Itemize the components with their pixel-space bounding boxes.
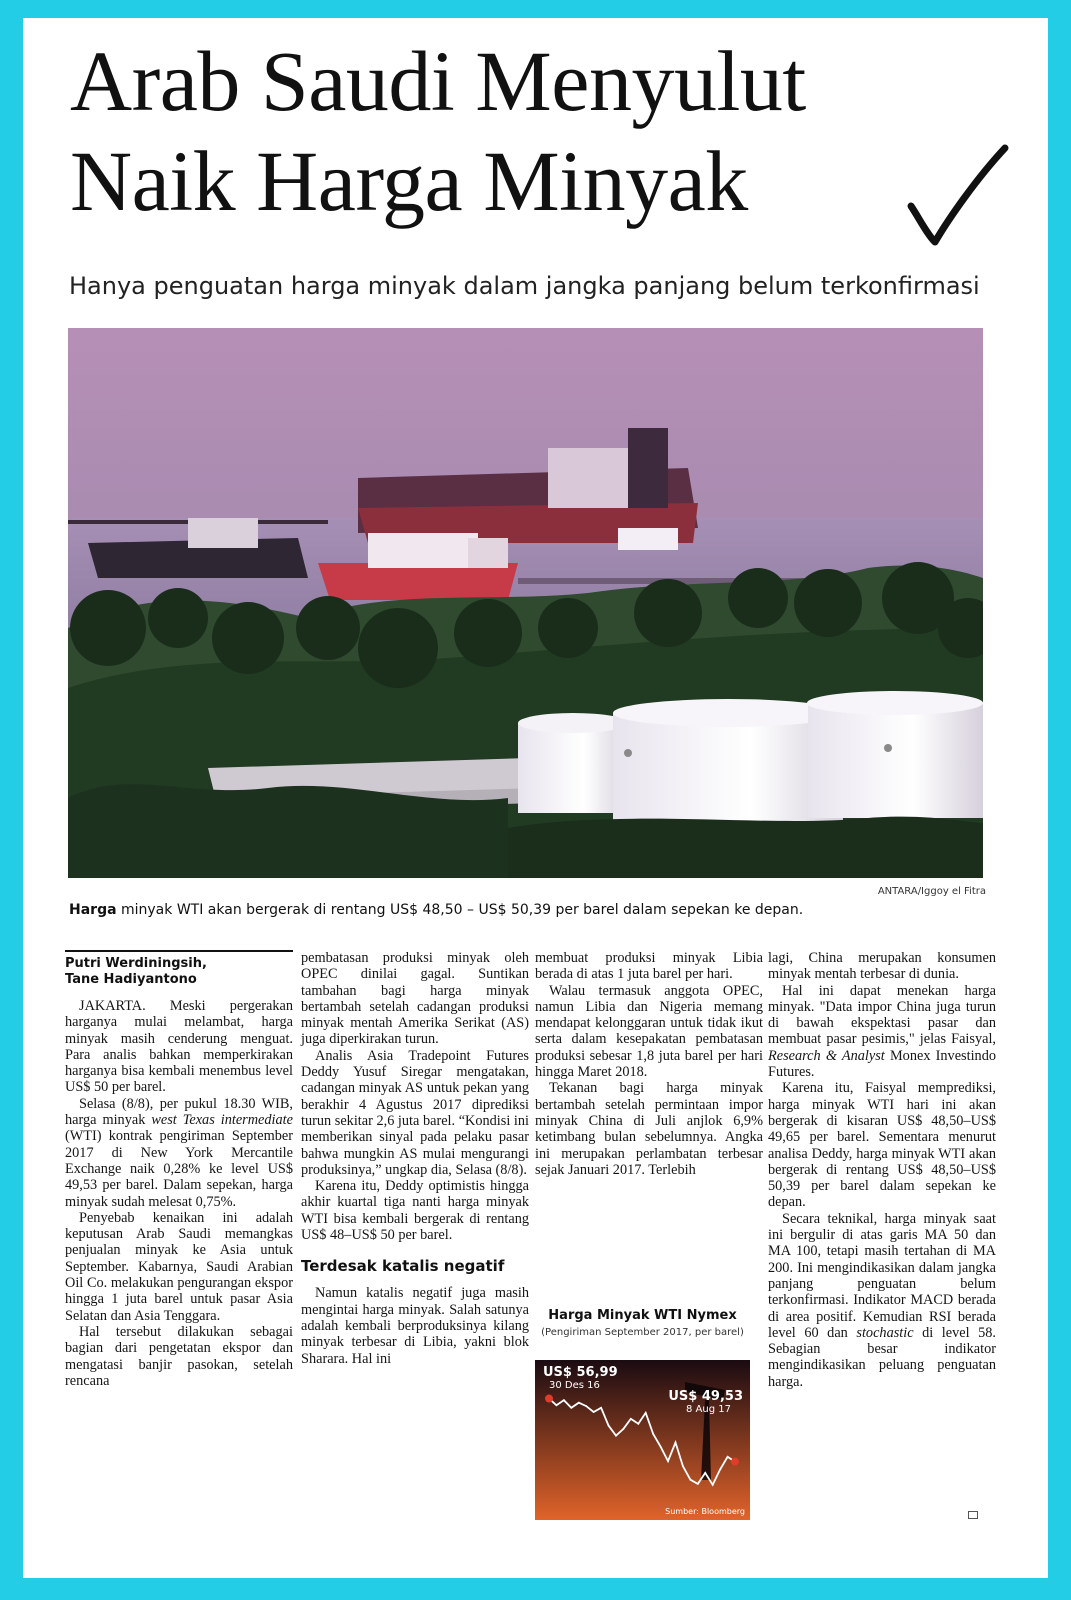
caption-lead: Harga [69,902,117,918]
data-point [600,1407,602,1409]
paragraph-4-end: pembatasan produksi minyak oleh OPEC dinilai gagal. Suntikan tambahan bagi harga minyak bertambah setelah cadangan produksi minyak mentah Amerika Serikat (AS) juga diperkirakan turun. [301,950,529,1048]
data-point [645,1412,647,1414]
author-2: Tane Hadiyantono [65,972,197,987]
chart-subtitle: (Pengiriman September 2017, per barel) [541,1327,744,1338]
caption-text: minyak WTI akan bergerak di rentang US$ 48,50 – US$ 50,39 per barel dalam sepekan ke depan. [116,902,804,918]
author-1: Putri Werdiningsih, [65,956,207,971]
headline-line-2: Naik Harga Minyak [70,133,748,229]
handwritten-checkmark-icon [893,138,1013,258]
paragraph-10-end: Monex Investindo Futures. [768,1047,997,1081]
start-marker [545,1395,553,1403]
data-point [667,1460,669,1462]
paragraph-4-start: Hal tersebut dilakukan sebagai bagian dari pengetatan ekspor dan mengatasi banjir pasokan, setelah rencana [65,1323,293,1389]
data-point [682,1465,684,1467]
data-point [623,1428,625,1430]
chart-source: Sumber: Bloomberg [665,1507,745,1516]
data-point [675,1442,677,1444]
paragraph-3: Penyebab kenaikan ini adalah keputusan Arab Saudi memangkas penjualan minyak ke Asia untuk September. Kabarnya, Saudi Arabian Oil Co. melakukan pengurangan ekspor hingga 1 juta barel untuk pasar Asia Selatan dan Asia Tenggara. [65,1209,293,1324]
paragraph-5: Analis Asia Tradepoint Futures Deddy Yusuf Siregar mengatakan, cadangan minyak AS untuk pekan yang berakhir 4 Agustus 2017 diprediksi turun sekitar 2,6 juta barel. “Kondisi ini memberikan sinyal pada pelaku pasar bahwa mungkin AS mulai mengurangi produksinya,” ungkap dia, Selasa (8/8). [301,1047,529,1178]
data-point [712,1484,714,1486]
paragraph-12-italic: stochastic [856,1324,914,1341]
scan-mark [968,1511,978,1519]
paragraph-12 [768,1211,996,1390]
data-point [563,1399,565,1401]
byline [65,956,293,988]
chart-title: Harga Minyak WTI Nymex [548,1308,737,1323]
column-4 [768,950,996,1390]
column-3 [535,950,763,1178]
data-point [652,1433,654,1435]
paragraph-9-start: Tekanan bagi harga minyak bertambah setelah permintaan impor minyak China di Juli anjlok 6,9% ketimbang bulan sebelumnya. Angka ini merupakan perlambatan terbesar sejak Januari 2017. Terlebih [535,1080,763,1178]
paragraph-6: Karena itu, Deddy optimistis hingga akhir kuartal tiga nanti harga minyak WTI bisa kembali bergerak di rentang US$ 48–US$ 50 per barel. [301,1178,529,1244]
data-point [556,1404,558,1406]
data-point [578,1402,580,1404]
data-point [570,1407,572,1409]
photo-credit: ANTARA/Iggoy el Fitra [877,886,986,897]
data-point [593,1411,595,1413]
oil-price-chart [535,1300,750,1540]
paragraph-8: Walau termasuk anggota OPEC, namun Libia dan Nigeria memang mendapat kelonggaran untuk tidak ikut serta dalam kesepakatan pembatasan produksi sebesar 1,8 juta barel per hari hingga Maret 2018. [535,982,763,1081]
start-date-label: 30 Des 16 [549,1380,600,1391]
data-point [719,1469,721,1471]
data-point [630,1418,632,1420]
paragraph-10 [768,983,996,1081]
data-point [660,1446,662,1448]
end-date-label: 8 Aug 17 [686,1404,731,1415]
paragraph-2-italic: west Texas intermediate [151,1112,293,1129]
oil-port-photo [68,328,983,878]
paragraph-12-start: Secara teknikal, harga minyak saat ini bergulir di atas garis MA 50 dan MA 100, tetapi masih tertahan di MA 200. Ini mengindikasikan dalam jangka panjang penguatan belum terkonfirmasi. Indikator MACD berada di area positif. Kemudian RSI berada level 60 dan [768,1210,996,1341]
data-point [727,1456,729,1458]
data-point [608,1425,610,1427]
paragraph-12-end: di level 58. Sebagian besar indikator mengindikasikan peluang penguatan harga. [768,1324,997,1390]
headline-line-1: Arab Saudi Menyulut [70,33,806,129]
data-point [615,1435,617,1437]
paragraph-10-start: Hal ini dapat menekan harga minyak. "Data impor China juga turun di bawah ekspektasi pasar dan membuat pasar pesimis," jelas Faisyal, [768,982,996,1048]
section-subtitle: Terdesak katalis negatif [301,1257,505,1276]
photo-caption [69,902,1009,918]
subheadline: Hanya penguatan harga minyak dalam jangka panjang belum terkonfirmasi [69,272,980,300]
paragraph-7-start: Namun katalis negatif juga masih mengintai harga minyak. Salah satunya adalah kembali berproduksinya kilang minyak terbesar di Libia, yakni blok Sharara. Hal ini [301,1285,529,1367]
start-value-label: US$ 56,99 [543,1365,618,1380]
data-point [697,1483,699,1485]
end-value-label: US$ 49,53 [668,1389,743,1404]
paragraph-2 [65,1096,293,1210]
paragraph-11: Karena itu, Faisyal memprediksi, harga minyak WTI hari ini akan bergerak di kisaran US$ 48,50–US$ 49,65 per barel. Sementara menurut analisa Deddy, harga minyak WTI akan bergerak di rentang US$ 48,50–US$ 50,39 per barel dalam sepekan ke depan. [768,1080,996,1211]
paragraph-7-end: membuat produksi minyak Libia berada di atas 1 juta barel per hari. [535,950,763,983]
paragraph-10-italic: Research & Analyst [768,1047,885,1064]
paragraph-2-end: (WTI) kontrak pengiriman September 2017 di New York Mercantile Exchange naik 0,28% ke level US$ 49,53 per barel. Dalam sepekan, harga minyak sudah melesat 0,75%. [65,1128,293,1210]
data-point [585,1405,587,1407]
paragraph-1: JAKARTA. Meski pergerakan harganya mulai melambat, harga minyak masih cenderung menguat. Para analis bahkan memperkirakan harganya bisa kembali menembus level US$ 50 per barel. [65,998,293,1096]
paragraph-9-end: lagi, China merupakan konsumen minyak mentah terbesar di dunia. [768,950,996,983]
data-point [689,1479,691,1481]
column-1 [65,950,293,1389]
chart-plot [535,1360,750,1520]
data-point [704,1472,706,1474]
newspaper-page [23,18,1048,1578]
column-2 [301,950,529,1367]
byline-rule [65,950,293,952]
end-marker [731,1458,739,1466]
data-point [637,1423,639,1425]
paragraph-2-start: Selasa (8/8), per pukul 18.30 WIB, harga minyak [65,1095,293,1129]
